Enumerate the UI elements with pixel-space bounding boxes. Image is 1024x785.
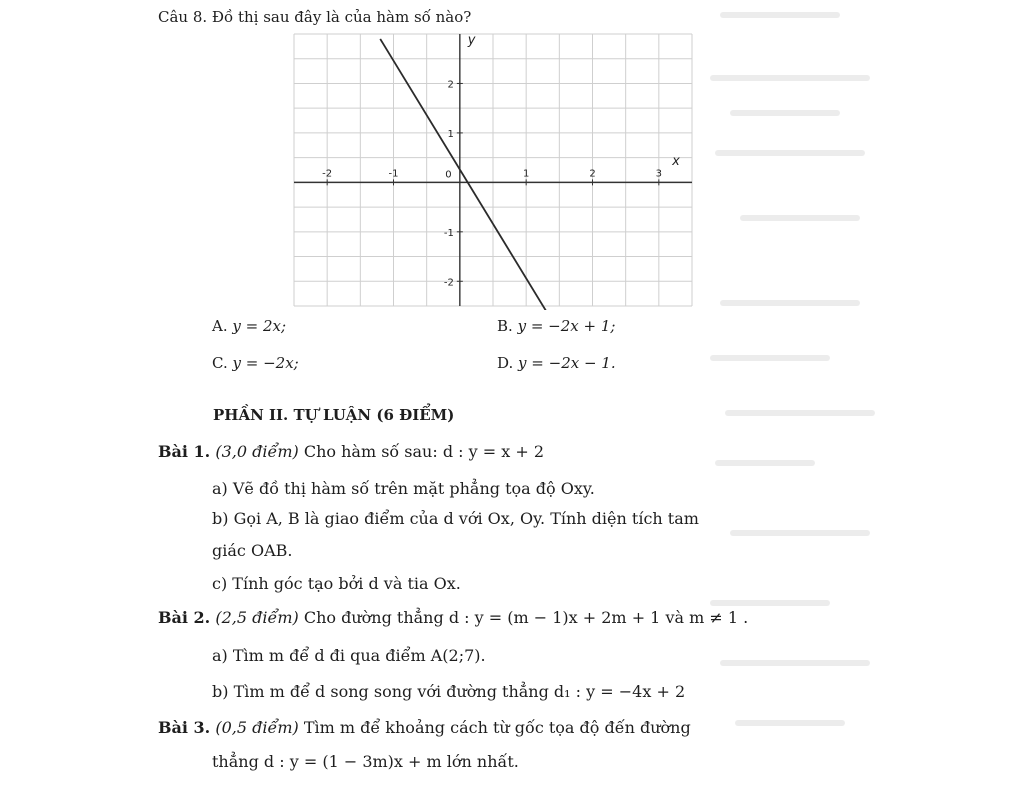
- faint-background-marks: [700, 0, 1024, 785]
- series-line-0: [380, 39, 546, 310]
- bai-3-statement-continued: thẳng d : y = (1 − 3m)x + m lớn nhất.: [212, 752, 519, 771]
- option-c[interactable]: C. y = −2x;: [212, 354, 299, 372]
- option-d-formula: y = −2x − 1.: [518, 354, 616, 372]
- bai-1-part-b: b) Gọi A, B là giao điểm của d với Ox, Oy. Tính diện tích tam: [212, 509, 699, 528]
- function-graph: [290, 30, 696, 310]
- graph-grid: [294, 34, 692, 306]
- bai-1-part-c: c) Tính góc tạo bởi d và tia Ox.: [212, 574, 461, 593]
- bai-3-statement: Bài 3. (0,5 điểm) Tìm m để khoảng cách từ gốc tọa độ đến đường: [158, 718, 691, 737]
- option-b-formula: y = −2x + 1;: [517, 317, 616, 335]
- x-tick-label: -2: [322, 168, 333, 180]
- origin-label: 0: [445, 169, 452, 181]
- bai-2-statement: Bài 2. (2,5 điểm) Cho đường thẳng d : y = (m − 1)x + 2m + 1 và m ≠ 1 .: [158, 608, 749, 627]
- option-c-formula: y = −2x;: [232, 354, 299, 372]
- x-axis-label: x: [672, 154, 680, 170]
- bai-2-part-a: a) Tìm m để d đi qua điểm A(2;7).: [212, 646, 486, 665]
- question-8-title: Câu 8. Đồ thị sau đây là của hàm số nào?: [158, 8, 472, 26]
- x-tick-label: 2: [589, 168, 596, 180]
- bai-2-part-b: b) Tìm m để d song song với đường thẳng d₁ : y = −4x + 2: [212, 682, 686, 701]
- graph-tick-labels: [322, 33, 680, 288]
- x-tick-label: -1: [388, 168, 399, 180]
- x-tick-label: 1: [522, 168, 530, 180]
- option-a[interactable]: A. y = 2x;: [212, 317, 287, 335]
- x-tick-label: 3: [655, 168, 663, 180]
- option-a-formula: y = 2x;: [232, 317, 287, 335]
- bai-1-statement: Bài 1. (3,0 điểm) Cho hàm số sau: d : y = x + 2: [158, 442, 545, 461]
- graph-line: [380, 39, 546, 310]
- bai-1-part-b-continued: giác OAB.: [212, 541, 293, 560]
- y-axis-label: y: [467, 32, 476, 48]
- option-b[interactable]: B. y = −2x + 1;: [497, 317, 616, 335]
- y-tick-label: -2: [443, 277, 454, 289]
- y-tick-label: -1: [443, 227, 454, 239]
- part-2-heading: PHẦN II. TỰ LUẬN (6 ĐIỂM): [213, 406, 455, 424]
- option-d[interactable]: D. y = −2x − 1.: [497, 354, 616, 372]
- y-tick-label: 2: [447, 79, 454, 91]
- y-tick-label: 1: [447, 128, 454, 140]
- bai-1-part-a: a) Vẽ đồ thị hàm số trên mặt phẳng tọa độ Oxy.: [212, 479, 595, 498]
